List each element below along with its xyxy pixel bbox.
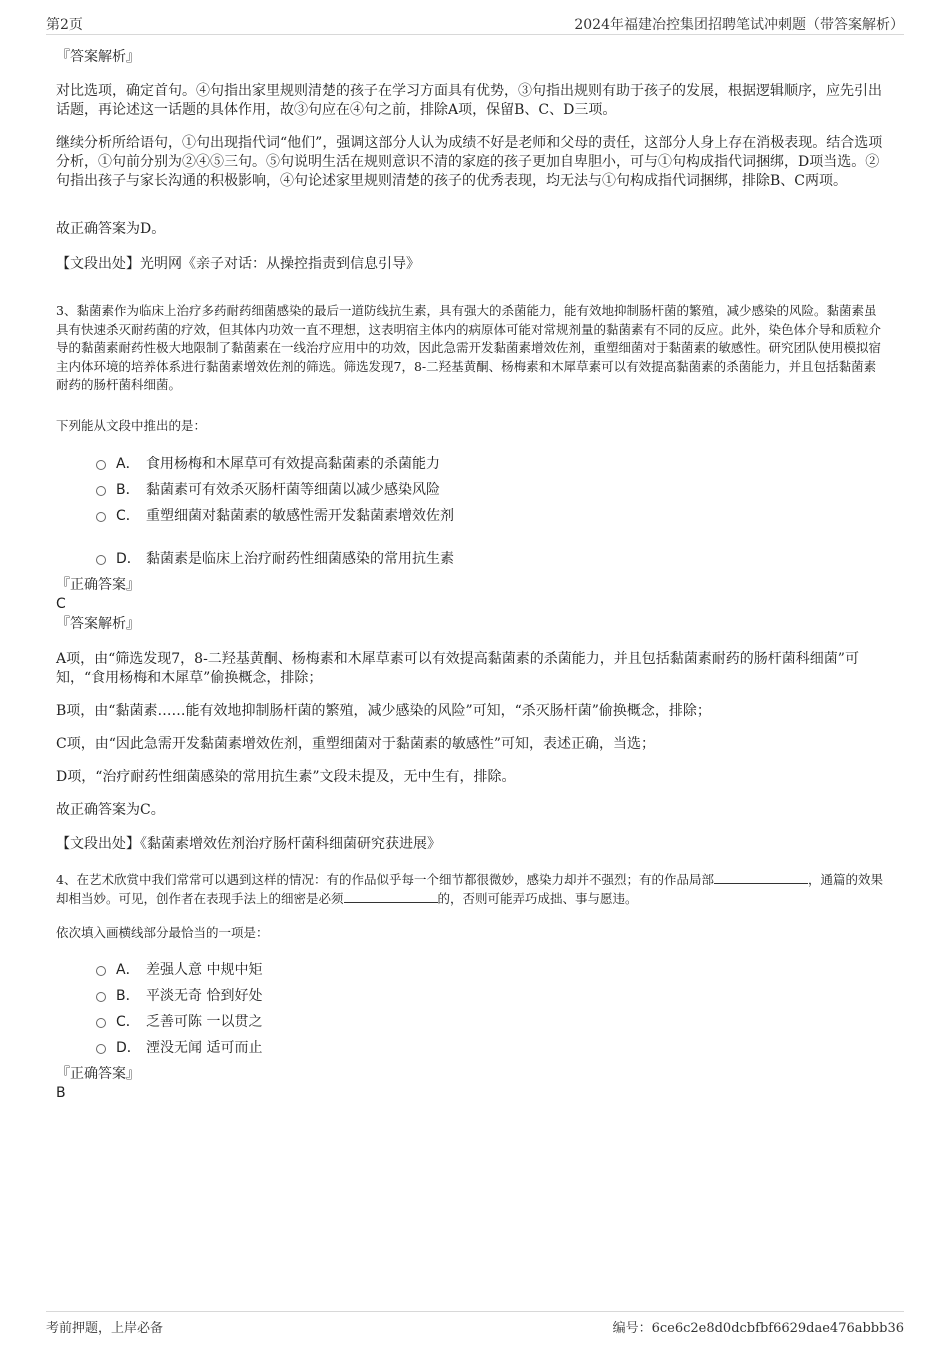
option-letter: D．: [116, 1040, 141, 1056]
radio-icon[interactable]: [96, 486, 106, 496]
analysis-paragraph: 对比选项，确定首句。④句指出家里规则清楚的孩子在学习方面具有优势，③句指出规则有助于孩子的发展，根据逻辑顺序，应先引出话题，再论述这一话题的具体作用，故③句应在④句之前，排除A项，保留B、C、D三项。: [56, 83, 882, 118]
analysis-paragraph: C项，由“因此急需开发黏菌素增效佐剂，重塑细菌对于黏菌素的敏感性”可知，表述正确，当选；: [56, 736, 656, 752]
answer-conclusion: 故正确答案为C。: [56, 802, 165, 818]
question-prompt: 下列能从文段中推出的是：: [56, 418, 207, 433]
option-text: 平淡无奇 恰到好处: [146, 988, 263, 1004]
option-letter: B．: [116, 988, 140, 1004]
source-citation: 【文段出处】《黏菌素增效佐剂治疗肠杆菌科细菌研究获进展》: [56, 836, 441, 852]
option-b[interactable]: [96, 479, 440, 499]
stem-text: 4、在艺术欣赏中我们常常可以遇到这样的情况：有的作品似乎每一个细节都很微妙，感染力却并不强烈；有的作品局部: [56, 872, 714, 887]
option-text: 差强人意 中规中矩: [146, 962, 263, 978]
radio-icon[interactable]: [96, 966, 106, 976]
question-stem: [56, 871, 886, 908]
document-serial: 编号：6ce6c2e8d0dcbfbf6629dae476abbb36: [612, 1321, 904, 1336]
analysis-paragraph: A项，由“筛选发现7，8-二羟基黄酮、杨梅素和木犀草素可以有效提高黏菌素的杀菌能力，并且包括黏菌素耐药的肠杆菌科细菌”可知，“食用杨梅和木犀草”偷换概念，排除；: [56, 651, 859, 686]
option-a[interactable]: [96, 453, 440, 473]
analysis-paragraph: D项，“治疗耐药性细菌感染的常用抗生素”文段未提及，无中生有，排除。: [56, 769, 516, 785]
radio-icon[interactable]: [96, 1044, 106, 1054]
correct-answer: B: [56, 1085, 66, 1101]
correct-answer-label: 『正确答案』: [56, 1066, 140, 1082]
option-letter: A．: [116, 962, 140, 978]
option-text: 食用杨梅和木犀草可有效提高黏菌素的杀菌能力: [146, 456, 440, 472]
option-text: 黏菌素可有效杀灭肠杆菌等细菌以减少感染风险: [146, 482, 440, 498]
radio-icon[interactable]: [96, 512, 106, 522]
option-letter: C．: [116, 508, 140, 524]
answer-analysis-label: 『答案解析』: [56, 49, 140, 65]
correct-answer: C: [56, 596, 66, 612]
option-text: 重塑细菌对黏菌素的敏感性需开发黏菌素增效佐剂: [146, 508, 454, 524]
source-citation: 【文段出处】光明网《亲子对话：从操控指责到信息引导》: [56, 256, 420, 272]
analysis-paragraph: 继续分析所给语句，①句出现指代词“他们”，强调这部分人认为成绩不好是老师和父母的责任，这部分人身上存在消极表现。结合选项分析，①句前分别为②④⑤三句。⑤句说明生活在规则意识不清的家庭的孩子更加自卑胆小，可与①句构成指代词捆绑，D项当选。②句指出孩子与家长沟通的积极影响，④句论述家里规则清楚的孩子的优秀表现，均无法与①句构成指代词捆绑，排除B、C两项。: [56, 135, 883, 189]
option-c[interactable]: [96, 1011, 262, 1031]
fill-blank: [344, 890, 438, 903]
radio-icon[interactable]: [96, 555, 106, 565]
page-footer: [46, 1311, 904, 1336]
option-a[interactable]: [96, 959, 262, 979]
option-letter: A．: [116, 456, 140, 472]
analysis-paragraph: B项，由“黏菌素……能有效地抑制肠杆菌的繁殖，减少感染的风险”可知，“杀灭肠杆菌”偷换概念，排除；: [56, 703, 711, 719]
radio-icon[interactable]: [96, 1018, 106, 1028]
option-text: 黏菌素是临床上治疗耐药性细菌感染的常用抗生素: [146, 551, 454, 567]
option-d[interactable]: [96, 548, 454, 568]
correct-answer-label: 『正确答案』: [56, 577, 140, 593]
page-number: 第2页: [46, 17, 83, 33]
page-header: [46, 14, 904, 35]
option-letter: D．: [116, 551, 141, 567]
option-letter: B．: [116, 482, 140, 498]
document-title: 2024年福建冶控集团招聘笔试冲刺题（带答案解析）: [574, 17, 904, 33]
option-c[interactable]: [96, 505, 454, 525]
answer-analysis-label: 『答案解析』: [56, 616, 140, 632]
stem-text: ，通篇的效果却相当妙。可见，创作者在表现手法上的细密是必须: [56, 872, 883, 906]
radio-icon[interactable]: [96, 992, 106, 1002]
option-letter: C．: [116, 1014, 140, 1030]
fill-blank: [714, 871, 808, 884]
option-d[interactable]: [96, 1037, 262, 1057]
answer-conclusion: 故正确答案为D。: [56, 221, 166, 237]
option-text: 乏善可陈 一以贯之: [146, 1014, 263, 1030]
option-b[interactable]: [96, 985, 262, 1005]
option-text: 湮没无闻 适可而止: [146, 1040, 263, 1056]
radio-icon[interactable]: [96, 460, 106, 470]
footer-slogan: 考前押题，上岸必备: [46, 1321, 164, 1336]
question-stem: 3、黏菌素作为临床上治疗多药耐药细菌感染的最后一道防线抗生素，具有强大的杀菌能力，能有效地抑制肠杆菌的繁殖，减少感染的风险。黏菌素虽具有快速杀灭耐药菌的疗效，但其体内功效一直不理想，这表明宿主体内的病原体可能对常规剂量的黏菌素有不同的反应。此外，染色体介导和质粒介导的黏菌素耐药性极大地限制了黏菌素在一线治疗应用中的功效，因此急需开发黏菌素增效佐剂，重塑细菌对于黏菌素的敏感性。研究团队使用模拟宿主内体环境的培养体系进行黏菌素增效佐剂的筛选。筛选发现7，8-二羟基黄酮、杨梅素和木犀草素可以有效提高黏菌素的杀菌能力，并且包括黏菌素耐药的肠杆菌科细菌。: [56, 303, 882, 392]
stem-text: 的，否则可能弄巧成拙、事与愿违。: [437, 890, 638, 906]
question-prompt: 依次填入画横线部分最恰当的一项是：: [56, 925, 269, 940]
